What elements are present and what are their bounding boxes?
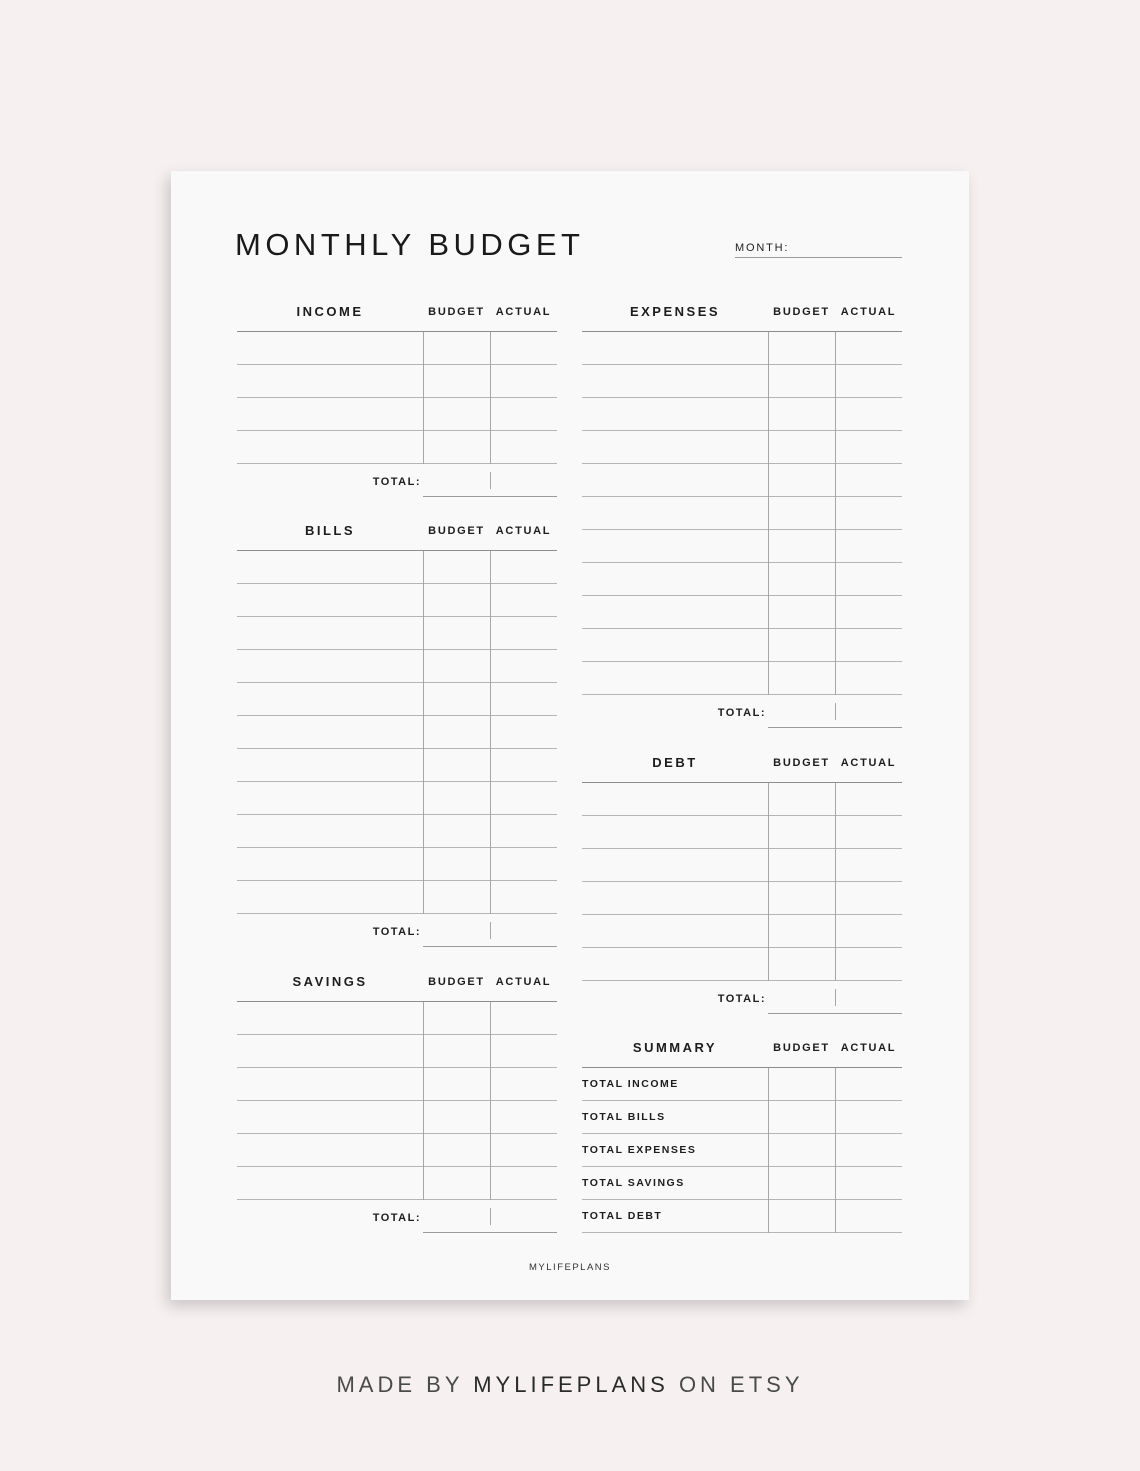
- actual-cell[interactable]: [490, 1035, 491, 1068]
- total-field[interactable]: [768, 1013, 902, 1014]
- savings-header: [237, 968, 557, 1001]
- summary-row-label: TOTAL DEBT: [582, 1210, 663, 1222]
- budget-cell[interactable]: [423, 1134, 424, 1167]
- savings-row[interactable]: [237, 1134, 557, 1167]
- budget-cell[interactable]: [768, 398, 769, 431]
- budget-cell[interactable]: [768, 1167, 769, 1200]
- budget-cell[interactable]: [768, 563, 769, 596]
- actual-cell[interactable]: [490, 617, 491, 650]
- summary-rows: [582, 1067, 902, 1233]
- budget-cell[interactable]: [768, 915, 769, 948]
- budget-cell[interactable]: [768, 948, 769, 981]
- actual-cell[interactable]: [835, 497, 836, 530]
- total-field[interactable]: [423, 1232, 557, 1233]
- budget-cell[interactable]: [768, 882, 769, 915]
- budget-cell[interactable]: [423, 650, 424, 683]
- budget-cell[interactable]: [423, 1035, 424, 1068]
- actual-cell[interactable]: [835, 1134, 836, 1167]
- budget-cell[interactable]: [768, 816, 769, 849]
- bills-total-row: [237, 914, 557, 947]
- debt-title: DEBT: [652, 755, 698, 770]
- made-by-caption: [0, 1372, 1140, 1398]
- actual-cell[interactable]: [490, 1068, 491, 1101]
- budget-cell[interactable]: [423, 398, 424, 431]
- savings-total-row: [237, 1200, 557, 1233]
- actual-cell[interactable]: [490, 431, 491, 464]
- expenses-section: [582, 298, 902, 728]
- expenses-row[interactable]: [582, 497, 902, 530]
- actual-cell[interactable]: [835, 1068, 836, 1101]
- expenses-row[interactable]: [582, 431, 902, 464]
- budget-cell[interactable]: [423, 584, 424, 617]
- budget-cell[interactable]: [423, 782, 424, 815]
- total-label: TOTAL:: [372, 1212, 421, 1224]
- actual-cell[interactable]: [835, 464, 836, 497]
- actual-cell[interactable]: [490, 1101, 491, 1134]
- expenses-row[interactable]: [582, 563, 902, 596]
- actual-cell[interactable]: [835, 882, 836, 915]
- budget-column-header: BUDGET: [773, 306, 830, 318]
- expenses-row[interactable]: [582, 530, 902, 563]
- debt-row[interactable]: [582, 915, 902, 948]
- budget-cell[interactable]: [768, 629, 769, 662]
- budget-cell[interactable]: [423, 848, 424, 881]
- expenses-row[interactable]: [582, 662, 902, 695]
- income-total-row: [237, 464, 557, 497]
- summary-row[interactable]: [582, 1068, 902, 1101]
- caption-suffix: ON ETSY: [668, 1372, 804, 1397]
- bills-row[interactable]: [237, 881, 557, 914]
- total-divider: [835, 703, 836, 720]
- budget-cell[interactable]: [768, 1068, 769, 1101]
- actual-cell[interactable]: [490, 749, 491, 782]
- summary-row[interactable]: [582, 1134, 902, 1167]
- savings-row[interactable]: [237, 1035, 557, 1068]
- debt-header: [582, 749, 902, 782]
- total-label: TOTAL:: [372, 476, 421, 488]
- summary-header: [582, 1034, 902, 1067]
- budget-cell[interactable]: [768, 332, 769, 365]
- page-title: MONTHLY BUDGET: [235, 227, 585, 262]
- debt-row[interactable]: [582, 882, 902, 915]
- summary-section: [582, 1034, 902, 1233]
- budget-cell[interactable]: [423, 1167, 424, 1200]
- actual-cell[interactable]: [835, 1101, 836, 1134]
- total-label: TOTAL:: [717, 707, 766, 719]
- actual-cell[interactable]: [835, 948, 836, 981]
- actual-cell[interactable]: [490, 365, 491, 398]
- actual-cell[interactable]: [490, 848, 491, 881]
- summary-row-label: TOTAL BILLS: [582, 1111, 666, 1123]
- savings-row[interactable]: [237, 1068, 557, 1101]
- budget-cell[interactable]: [423, 815, 424, 848]
- budget-sheet: [171, 171, 969, 1300]
- savings-rows: [237, 1001, 557, 1200]
- budget-cell[interactable]: [423, 431, 424, 464]
- actual-cell[interactable]: [490, 398, 491, 431]
- budget-cell[interactable]: [768, 1134, 769, 1167]
- actual-column-header: ACTUAL: [495, 976, 552, 988]
- income-header: [237, 298, 557, 331]
- actual-cell[interactable]: [490, 1134, 491, 1167]
- income-row[interactable]: [237, 332, 557, 365]
- budget-cell[interactable]: [423, 1101, 424, 1134]
- bills-row[interactable]: [237, 584, 557, 617]
- actual-cell[interactable]: [490, 815, 491, 848]
- actual-cell[interactable]: [835, 596, 836, 629]
- budget-cell[interactable]: [423, 1002, 424, 1035]
- actual-column-header: ACTUAL: [840, 1042, 897, 1054]
- budget-cell[interactable]: [423, 617, 424, 650]
- total-divider: [490, 472, 491, 489]
- income-title: INCOME: [296, 304, 364, 319]
- actual-cell[interactable]: [835, 849, 836, 882]
- budget-cell[interactable]: [423, 683, 424, 716]
- expenses-header: [582, 298, 902, 331]
- total-divider: [835, 989, 836, 1006]
- budget-cell[interactable]: [768, 464, 769, 497]
- budget-cell[interactable]: [423, 881, 424, 914]
- month-field[interactable]: [735, 257, 902, 258]
- actual-cell[interactable]: [835, 431, 836, 464]
- budget-cell[interactable]: [768, 783, 769, 816]
- expenses-row[interactable]: [582, 464, 902, 497]
- actual-cell[interactable]: [835, 398, 836, 431]
- brand-footer: MYLIFEPLANS: [529, 1262, 611, 1273]
- debt-row[interactable]: [582, 948, 902, 981]
- budget-cell[interactable]: [768, 365, 769, 398]
- expenses-total-row: [582, 695, 902, 728]
- savings-section: [237, 968, 557, 1233]
- actual-column-header: ACTUAL: [495, 306, 552, 318]
- budget-cell[interactable]: [423, 365, 424, 398]
- budget-cell[interactable]: [768, 1200, 769, 1233]
- actual-cell[interactable]: [835, 629, 836, 662]
- bills-row[interactable]: [237, 683, 557, 716]
- debt-section: [582, 749, 902, 1014]
- budget-column-header: BUDGET: [773, 1042, 830, 1054]
- budget-cell[interactable]: [768, 497, 769, 530]
- debt-total-row: [582, 981, 902, 1014]
- summary-title: SUMMARY: [632, 1040, 718, 1055]
- budget-cell[interactable]: [768, 1101, 769, 1134]
- month-label: MONTH:: [735, 242, 790, 254]
- total-divider: [490, 1208, 491, 1225]
- bills-section: [237, 517, 557, 947]
- debt-row[interactable]: [582, 816, 902, 849]
- budget-cell[interactable]: [423, 1068, 424, 1101]
- total-field[interactable]: [423, 496, 557, 497]
- budget-cell[interactable]: [768, 530, 769, 563]
- expenses-row[interactable]: [582, 398, 902, 431]
- expenses-row[interactable]: [582, 332, 902, 365]
- expenses-row[interactable]: [582, 365, 902, 398]
- budget-column-header: BUDGET: [428, 525, 485, 537]
- bills-row[interactable]: [237, 551, 557, 584]
- debt-rows: [582, 782, 902, 981]
- total-label: TOTAL:: [372, 926, 421, 938]
- bills-row[interactable]: [237, 782, 557, 815]
- bills-row[interactable]: [237, 815, 557, 848]
- actual-cell[interactable]: [835, 365, 836, 398]
- expenses-title: EXPENSES: [629, 304, 721, 319]
- budget-cell[interactable]: [768, 849, 769, 882]
- summary-row-label: TOTAL INCOME: [582, 1078, 679, 1090]
- bills-header: [237, 517, 557, 550]
- actual-cell[interactable]: [835, 332, 836, 365]
- actual-cell[interactable]: [835, 662, 836, 695]
- actual-column-header: ACTUAL: [495, 525, 552, 537]
- actual-cell[interactable]: [835, 816, 836, 849]
- budget-cell[interactable]: [768, 596, 769, 629]
- income-row[interactable]: [237, 365, 557, 398]
- summary-row-label: TOTAL EXPENSES: [582, 1144, 697, 1156]
- budget-column-header: BUDGET: [428, 976, 485, 988]
- savings-row[interactable]: [237, 1167, 557, 1200]
- total-field[interactable]: [423, 946, 557, 947]
- savings-row[interactable]: [237, 1101, 557, 1134]
- actual-cell[interactable]: [835, 563, 836, 596]
- savings-title: SAVINGS: [292, 974, 368, 989]
- summary-row[interactable]: [582, 1200, 902, 1233]
- income-rows: [237, 331, 557, 464]
- budget-cell[interactable]: [423, 716, 424, 749]
- bills-row[interactable]: [237, 650, 557, 683]
- total-label: TOTAL:: [717, 993, 766, 1005]
- total-divider: [490, 922, 491, 939]
- actual-cell[interactable]: [490, 716, 491, 749]
- debt-row[interactable]: [582, 849, 902, 882]
- budget-column-header: BUDGET: [773, 757, 830, 769]
- actual-cell[interactable]: [835, 530, 836, 563]
- budget-cell[interactable]: [768, 431, 769, 464]
- actual-cell[interactable]: [490, 683, 491, 716]
- actual-cell[interactable]: [490, 1167, 491, 1200]
- actual-column-header: ACTUAL: [840, 306, 897, 318]
- actual-cell[interactable]: [490, 584, 491, 617]
- actual-cell[interactable]: [490, 782, 491, 815]
- bills-rows: [237, 550, 557, 914]
- income-row[interactable]: [237, 431, 557, 464]
- budget-cell[interactable]: [768, 662, 769, 695]
- actual-cell[interactable]: [490, 332, 491, 365]
- actual-cell[interactable]: [490, 650, 491, 683]
- expenses-rows: [582, 331, 902, 695]
- actual-cell[interactable]: [490, 881, 491, 914]
- actual-cell[interactable]: [490, 551, 491, 584]
- actual-cell[interactable]: [835, 915, 836, 948]
- expenses-row[interactable]: [582, 629, 902, 662]
- budget-cell[interactable]: [423, 332, 424, 365]
- total-field[interactable]: [768, 727, 902, 728]
- budget-column-header: BUDGET: [428, 306, 485, 318]
- bills-row[interactable]: [237, 848, 557, 881]
- actual-cell[interactable]: [490, 1002, 491, 1035]
- bills-title: BILLS: [304, 523, 356, 538]
- summary-row[interactable]: [582, 1101, 902, 1134]
- income-row[interactable]: [237, 398, 557, 431]
- bills-row[interactable]: [237, 749, 557, 782]
- actual-cell[interactable]: [835, 1200, 836, 1233]
- debt-row[interactable]: [582, 783, 902, 816]
- bills-row[interactable]: [237, 617, 557, 650]
- caption-prefix: MADE BY: [336, 1372, 474, 1397]
- summary-row-label: TOTAL SAVINGS: [582, 1177, 685, 1189]
- actual-column-header: ACTUAL: [840, 757, 897, 769]
- budget-cell[interactable]: [423, 551, 424, 584]
- income-section: [237, 298, 557, 497]
- expenses-row[interactable]: [582, 596, 902, 629]
- caption-brand: MYLIFEPLANS: [473, 1372, 669, 1397]
- budget-cell[interactable]: [423, 749, 424, 782]
- actual-cell[interactable]: [835, 783, 836, 816]
- bills-row[interactable]: [237, 716, 557, 749]
- summary-row[interactable]: [582, 1167, 902, 1200]
- savings-row[interactable]: [237, 1002, 557, 1035]
- actual-cell[interactable]: [835, 1167, 836, 1200]
